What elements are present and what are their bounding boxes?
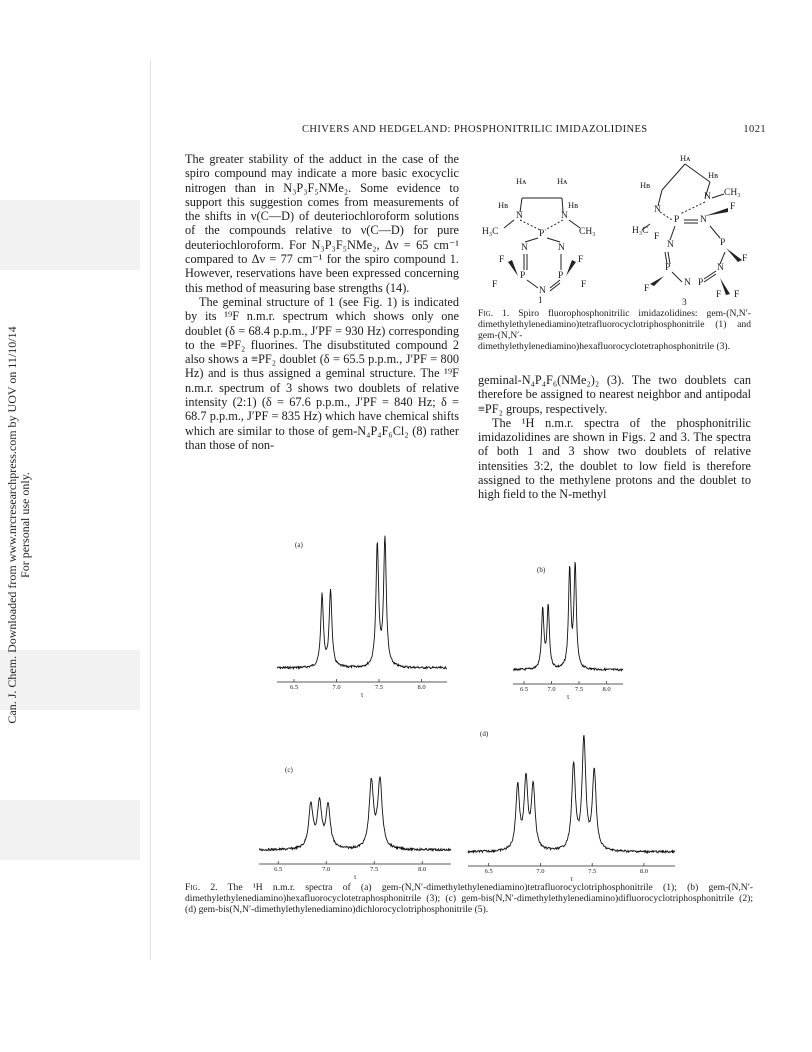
atom-label: F (644, 284, 650, 294)
structure-number: 1 (538, 296, 543, 306)
atom-label: Hᴀ (680, 153, 691, 163)
caption-text: Spiro fluorophosphonitrilic imidazolidines: gem-(N,N′-dimethylethylenediamino)tetrafluorocyclotriphosphonitrile (1) and gem-(N,N′-dimethylethylenediamino)hexafluorocyclotetraphosphonitrile (3). (478, 308, 751, 352)
x-tick-label: 7.5 (374, 684, 384, 691)
atom-label: CH₃ (724, 188, 741, 198)
atom-label: Hʙ (640, 180, 651, 190)
atom-label: N (561, 211, 568, 221)
caption-label: Fig. 2. (185, 882, 218, 893)
atom-label: P (558, 271, 564, 281)
x-tick-label: 7.5 (370, 866, 379, 873)
atom-label: P (698, 278, 704, 288)
spectrum-a (255, 535, 460, 700)
atom-label: H₃C (632, 226, 649, 236)
atom-label: P (674, 215, 680, 225)
running-head-title: CHIVERS AND HEDGELAND: PHOSPHONITRILIC IMIDAZOLIDINES (302, 124, 648, 135)
atom-label: Hᴀ (516, 176, 527, 186)
atom-label: F (742, 254, 748, 264)
atom-label: F (499, 255, 505, 265)
x-tick-label: 8.0 (417, 684, 426, 691)
caption-text: The ¹H n.m.r. spectra of (a) gem-(N,N′-dimethylethylenediamino)tetrafluorocyclotriphosphonitrile (1); (b) gem-(N,N′-dimethylethylenediamino)hexafluorocyclotetraphosphonitrile (3); (c) gem-bis(N,N′-dimethylethylenediamino)difluorocyclotriphosphonitrile (2); (d) gem-bis(N,N′-dimethylethylenediamino)dichlorocyclotriphosphonitrile (5). (185, 882, 754, 915)
spectrum-trace (468, 735, 675, 853)
atom-label: Hʙ (498, 200, 509, 210)
spectrum-trace (513, 562, 623, 671)
scan-smudge (0, 200, 140, 270)
paragraph: The geminal structure of 1 (see Fig. 1) is indicated by its ¹⁹F n.m.r. spectrum which shows only one doublet (δ = 68.4 p.p.m., J′PF = 930 Hz) corresponding to the ≡PF₂ fluorines. The disubstituted compound 2 also shows a ≡PF₂ doublet (δ = 65.5 p.p.m., J′PF = 800 Hz) and is thus assigned a geminal structure. The ¹⁹F n.m.r. spectrum of 3 shows two doublets of relative intensity (2:1) (δ = 67.6 p.p.m., J′PF = 840 Hz; δ = 68.7 p.p.m., J′PF = 835 Hz) which have chemical shifts which are similar to those of gem-N₄P₄F₆Cl₂ (8) rather than those of non- (185, 294, 459, 452)
structure-1 (470, 170, 615, 305)
atom-label: F (492, 280, 498, 290)
download-notice-line2: For personal use only. (18, 472, 32, 578)
spectrum-label: (c) (285, 766, 293, 774)
atom-label: Hʙ (568, 200, 579, 210)
fig1-caption (478, 308, 751, 352)
x-tick-label: 6.5 (289, 684, 299, 691)
spectrum-label: (a) (295, 541, 303, 549)
atom-label: Hʙ (708, 170, 719, 180)
x-axis-label: τ (353, 873, 357, 881)
x-tick-label: 7.5 (574, 686, 584, 693)
atom-label: P (665, 263, 671, 273)
spectrum-d (460, 728, 680, 882)
scan-smudge (0, 800, 140, 860)
x-tick-label: 7.0 (332, 684, 341, 691)
paragraph: The ¹H n.m.r. spectra of the phosphonitrilic imidazolidines are shown in Figs. 2 and 3. The spectra of both 1 and 3 show two doublets of relative intensities 3:2, the doublet to low field is therefore assigned to the methylene protons and the doublet to high field to the N-methyl (478, 415, 751, 502)
structure-3 (620, 150, 760, 308)
x-tick-label: 8.0 (418, 866, 427, 873)
page-number: 1021 (743, 124, 766, 135)
left-column (185, 152, 459, 452)
spectrum-c-plot (255, 762, 455, 882)
spectrum-d-plot (460, 728, 680, 882)
atom-label: F (716, 290, 722, 300)
spectrum-label: (d) (480, 730, 489, 738)
fig2-caption (185, 882, 753, 915)
x-tick-label: 7.0 (536, 868, 545, 875)
spectrum-b (505, 560, 630, 700)
spectrum-trace (259, 777, 451, 851)
download-notice-line1: Can. J. Chem. Downloaded from www.nrcresearchpress.com by UOV on 11/10/14 (5, 326, 19, 724)
atom-label: N (521, 243, 528, 253)
gutter-rule (150, 60, 151, 960)
atom-label: F (578, 255, 584, 265)
atom-label: N (700, 215, 707, 225)
structure-number: 3 (682, 298, 687, 308)
atom-label: P (720, 238, 726, 248)
atom-label: F (654, 232, 660, 242)
x-axis-label: τ (570, 875, 573, 883)
caption-label: Fig. 1. (478, 308, 510, 319)
atom-label: N (516, 211, 523, 221)
running-head (302, 124, 766, 140)
spectrum-b-plot (505, 560, 630, 700)
spectrum-c (255, 762, 455, 882)
atom-label: F (734, 290, 740, 300)
atom-label: P (520, 271, 526, 281)
x-tick-label: 6.5 (484, 868, 493, 875)
x-axis-label: τ (360, 691, 364, 699)
atom-label: CH₃ (579, 227, 596, 237)
paragraph: The greater stability of the adduct in the case of the spiro compound may indicate a more basic exocyclic nitrogen than in N₃P₃F₅NMe₂. Some evidence to support this suggestion comes from measurements of the shifts in ν(C—D) of deuteriochloroform solutions of the compounds relative to ν(C—D) for pure deuteriochloroform. For N₃P₃F₅NMe₂, Δν = 65 cm⁻¹ compared to Δν = 77 cm⁻¹ for the spiro compound 1. However, reservations have been expressed concerning this method of measuring base strengths (14). (185, 152, 459, 295)
atom-label: N (684, 278, 691, 288)
x-tick-label: 7.5 (588, 868, 597, 875)
atom-label: P (539, 229, 545, 239)
atom-label: F (581, 280, 587, 290)
atom-label: N (717, 263, 724, 273)
spectrum-label: (b) (537, 566, 546, 574)
atom-label: N (667, 240, 674, 250)
x-tick-label: 7.0 (547, 686, 556, 693)
x-axis-label: τ (566, 693, 570, 701)
atom-label: N (539, 286, 546, 296)
x-tick-label: 8.0 (602, 686, 611, 693)
spectrum-trace (277, 536, 447, 669)
x-tick-label: 7.0 (322, 866, 331, 873)
right-column (478, 373, 751, 502)
x-tick-label: 6.5 (519, 686, 529, 693)
atom-label: N (558, 243, 565, 253)
atom-label: N (704, 192, 711, 202)
atom-label: N (654, 205, 661, 215)
x-tick-label: 6.5 (274, 866, 283, 873)
paragraph: geminal-N₄P₄F₆(NMe₂)₂ (3). The two doublets can therefore be assigned to nearest neighbor and antipodal ≡PF₂ groups, respectively. (478, 373, 751, 416)
spectrum-a-plot (255, 535, 460, 700)
atom-label: H₃C (482, 227, 499, 237)
x-tick-label: 8.0 (639, 868, 648, 875)
atom-label: F (730, 202, 736, 212)
download-notice (6, 290, 46, 760)
atom-label: Hᴀ (557, 176, 568, 186)
